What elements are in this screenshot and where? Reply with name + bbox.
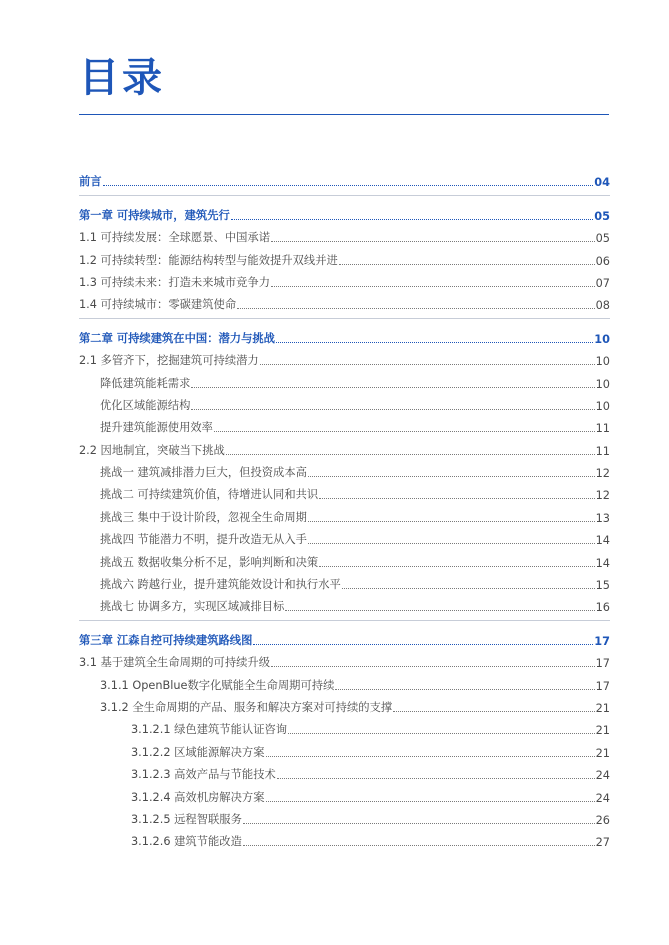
dot-leader: [253, 632, 593, 645]
toc-page-number: 05: [595, 232, 610, 246]
toc-page-number: 27: [595, 836, 610, 850]
toc-page-number: 14: [595, 556, 610, 570]
dot-leader: [308, 464, 595, 477]
toc-entry-label: 第三章 江森自控可持续建筑路线图: [79, 633, 253, 647]
dot-leader: [214, 419, 595, 432]
toc-entry[interactable]: [79, 570, 610, 592]
toc-page-number: 04: [594, 176, 610, 190]
toc-entry-label: 挑战一 建筑减排潜力巨大，但投资成本高: [100, 466, 307, 480]
toc-page-number: 12: [595, 467, 610, 481]
dot-leader: [319, 486, 594, 499]
toc-entry-label: 第二章 可持续建筑在中国：潜力与挑战: [79, 331, 275, 345]
toc-entry[interactable]: [79, 268, 610, 290]
toc-chapter-heading[interactable]: [79, 200, 610, 222]
dot-leader: [319, 554, 594, 567]
toc-page-number: 17: [594, 634, 610, 648]
toc-entry-label: 1.1 可持续发展：全球愿景、中国承诺: [79, 231, 271, 245]
toc-page-number: 10: [594, 332, 610, 346]
dot-leader: [288, 721, 595, 734]
section-divider: [79, 195, 610, 196]
dot-leader: [271, 274, 595, 287]
dot-leader: [271, 654, 595, 667]
toc-entry-label: 3.1.2.1 绿色建筑节能认证咨询: [131, 723, 288, 737]
toc-entry[interactable]: [79, 480, 610, 502]
toc-chapter-heading[interactable]: [79, 323, 610, 345]
toc-entry-label: 2.1 多管齐下，挖掘建筑可持续潜力: [79, 354, 259, 368]
toc-page-number: 13: [595, 511, 610, 525]
dot-leader: [231, 207, 593, 220]
toc-page-number: 10: [595, 355, 610, 369]
toc-entry[interactable]: [79, 670, 610, 692]
section-divider: [79, 620, 610, 621]
toc-page-number: 05: [594, 209, 610, 223]
toc-entry[interactable]: [79, 458, 610, 480]
toc-entry-label: 提升建筑能源使用效率: [100, 421, 213, 435]
toc-entry-label: 3.1.2.5 远程智联服务: [131, 812, 242, 826]
toc-entry-label: 3.1.2.2 区域能源解决方案: [131, 745, 265, 759]
toc-entry[interactable]: [79, 435, 610, 457]
toc-page-number: 07: [595, 276, 610, 290]
title-divider: [79, 114, 609, 115]
toc-entry[interactable]: [79, 346, 610, 368]
toc-entry-label: 挑战三 集中于设计阶段，忽视全生命周期: [100, 510, 307, 524]
toc-entry[interactable]: [79, 245, 610, 267]
dot-leader: [271, 229, 595, 242]
dot-leader: [226, 442, 595, 455]
dot-leader: [191, 375, 594, 388]
toc-entry-label: 挑战七 协调多方，实现区域减排目标: [100, 600, 285, 614]
dot-leader: [237, 296, 595, 309]
toc-entry-label: 挑战四 节能潜力不明，提升改造无从入手: [100, 533, 307, 547]
page-title: 目录: [79, 55, 165, 101]
toc-page-number: 17: [595, 657, 610, 671]
toc-entry[interactable]: [79, 223, 610, 245]
table-of-contents: [79, 167, 610, 849]
toc-page-number: 16: [595, 601, 610, 615]
toc-entry[interactable]: [79, 391, 610, 413]
dot-leader: [277, 766, 595, 779]
dot-leader: [393, 699, 594, 712]
toc-page-number: 21: [595, 746, 610, 760]
dot-leader: [103, 173, 594, 186]
toc-entry-label: 3.1.2.6 建筑节能改造: [131, 835, 242, 849]
toc-entry[interactable]: [79, 592, 610, 614]
toc-entry-label: 挑战二 可持续建筑价值，待增进认同和共识: [100, 488, 319, 502]
toc-page-number: 11: [595, 422, 610, 436]
toc-entry[interactable]: [79, 760, 610, 782]
toc-entry-label: 第一章 可持续城市，建筑先行: [79, 208, 230, 222]
toc-entry-label: 挑战五 数据收集分析不足，影响判断和决策: [100, 555, 319, 569]
dot-leader: [308, 509, 595, 522]
toc-page-number: 10: [595, 399, 610, 413]
dot-leader: [191, 397, 594, 410]
toc-entry[interactable]: [79, 737, 610, 759]
toc-page-number: 14: [595, 534, 610, 548]
toc-entry-label: 3.1.2 全生命周期的产品、服务和解决方案对可持续的支撑: [100, 700, 393, 714]
toc-entry-label: 优化区域能源结构: [100, 398, 191, 412]
toc-page-number: 21: [595, 724, 610, 738]
dot-leader: [266, 789, 595, 802]
toc-entry-label: 前言: [79, 175, 102, 189]
toc-entry-label: 2.2 因地制宜，突破当下挑战: [79, 443, 225, 457]
toc-entry-preface[interactable]: [79, 167, 610, 189]
section-divider: [79, 318, 610, 319]
toc-entry[interactable]: [79, 368, 610, 390]
toc-entry[interactable]: [79, 827, 610, 849]
dot-leader: [260, 352, 595, 365]
toc-page-number: 17: [595, 679, 610, 693]
dot-leader: [335, 677, 594, 690]
toc-chapter-heading[interactable]: [79, 625, 610, 647]
toc-entry[interactable]: [79, 547, 610, 569]
dot-leader: [339, 252, 595, 265]
dot-leader: [342, 576, 595, 589]
toc-entry[interactable]: [79, 648, 610, 670]
toc-entry-label: 3.1 基于建筑全生命周期的可持续升级: [79, 656, 271, 670]
toc-entry[interactable]: [79, 502, 610, 524]
toc-page-number: 15: [595, 579, 610, 593]
toc-entry-label: 挑战六 跨越行业，提升建筑能效设计和执行水平: [100, 578, 341, 592]
toc-page-number: 10: [595, 377, 610, 391]
toc-page-number: 21: [595, 701, 610, 715]
toc-entry[interactable]: [79, 693, 610, 715]
toc-entry[interactable]: [79, 525, 610, 547]
dot-leader: [276, 330, 593, 343]
toc-entry-label: 1.4 可持续城市：零碳建筑使命: [79, 298, 237, 312]
toc-entry[interactable]: [79, 290, 610, 312]
dot-leader: [308, 531, 595, 544]
toc-page-number: 08: [595, 299, 610, 313]
toc-page-number: 26: [595, 813, 610, 827]
toc-page-number: 06: [595, 254, 610, 268]
toc-entry[interactable]: [79, 413, 610, 435]
dot-leader: [285, 598, 594, 611]
toc-entry-label: 3.1.2.4 高效机房解决方案: [131, 790, 265, 804]
toc-entry-label: 降低建筑能耗需求: [100, 376, 191, 390]
toc-page-number: 24: [595, 769, 610, 783]
toc-entry-label: 3.1.1 OpenBlue数字化赋能全生命周期可持续: [100, 678, 335, 692]
toc-entry-label: 1.2 可持续转型：能源结构转型与能效提升双线并进: [79, 253, 338, 267]
toc-entry[interactable]: [79, 782, 610, 804]
dot-leader: [266, 744, 595, 757]
toc-page-number: 12: [595, 489, 610, 503]
toc-entry-label: 1.3 可持续未来：打造未来城市竞争力: [79, 275, 271, 289]
toc-entry[interactable]: [79, 805, 610, 827]
toc-page-number: 24: [595, 791, 610, 805]
toc-entry[interactable]: [79, 715, 610, 737]
toc-entry-label: 3.1.2.3 高效产品与节能技术: [131, 768, 276, 782]
toc-page-number: 11: [595, 444, 610, 458]
dot-leader: [243, 811, 595, 824]
dot-leader: [243, 833, 595, 846]
